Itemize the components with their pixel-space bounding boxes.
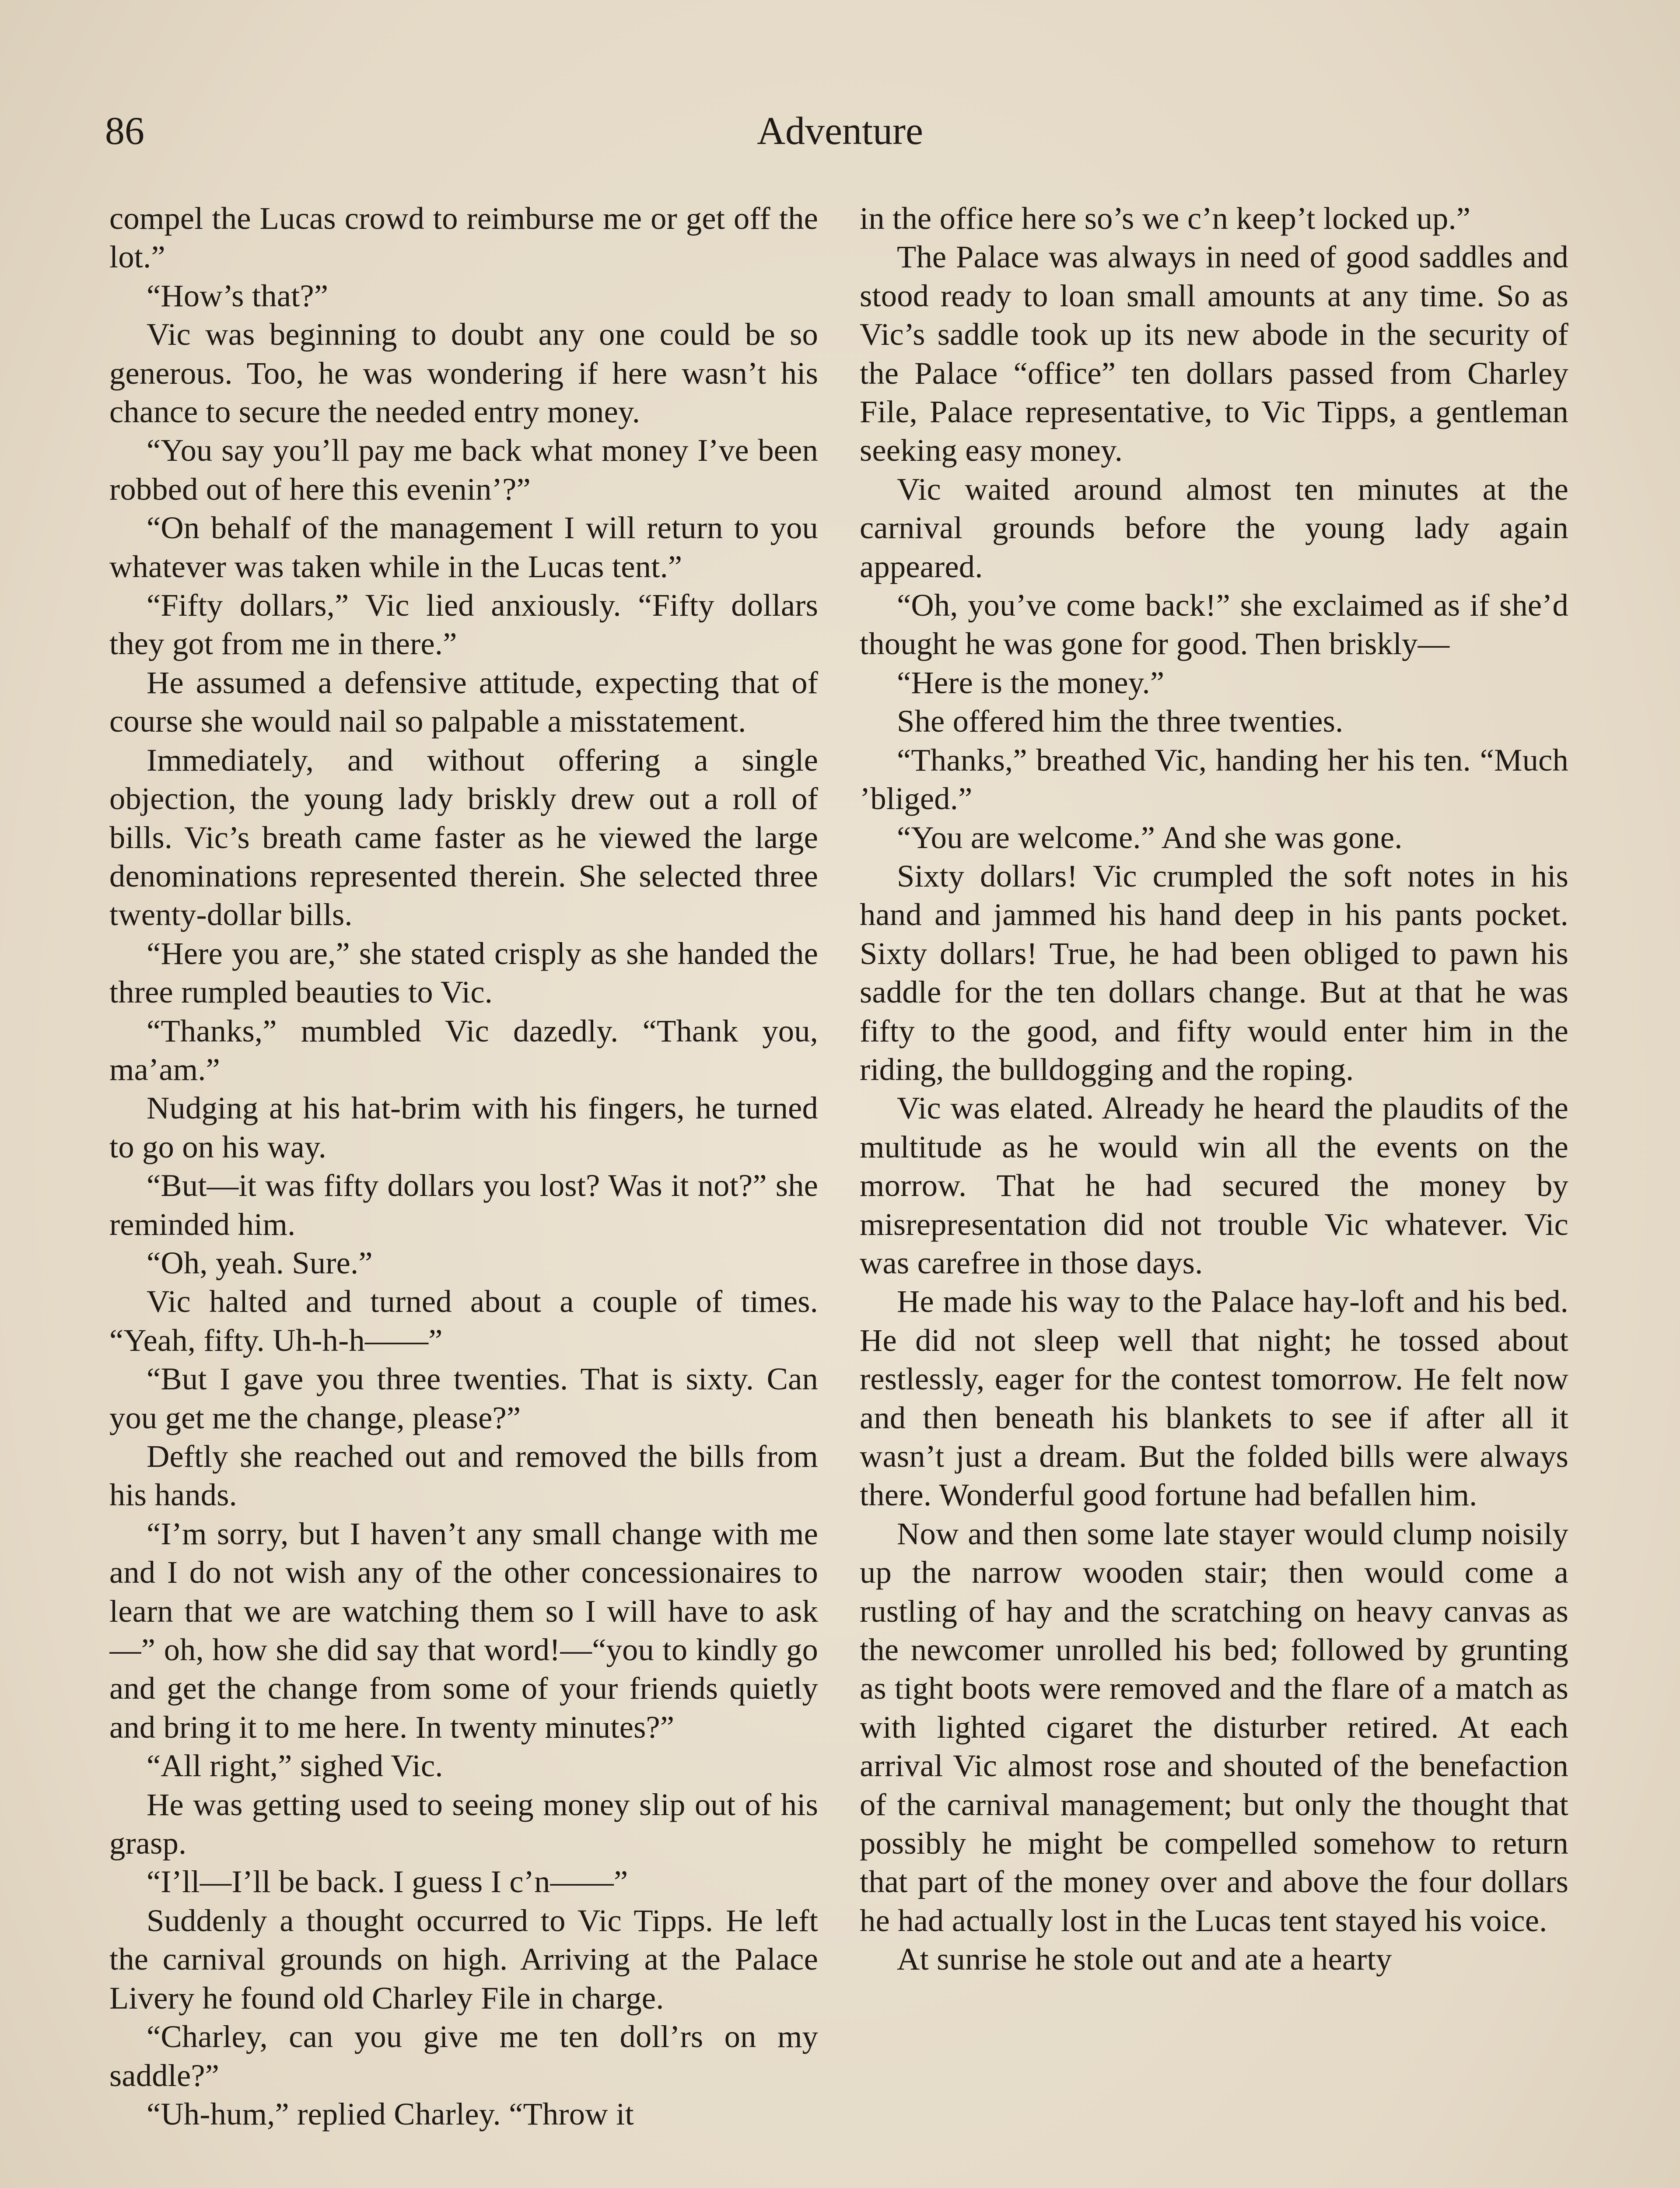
paragraph: Vic halted and turned about a couple of times. “Yeah, fifty. Uh-h-h——”	[109, 1283, 818, 1358]
paragraph: She offered him the three twenties.	[897, 703, 1344, 739]
paragraph: “But—it was fifty dollars you lost? Was it not?” she reminded him.	[109, 1168, 818, 1242]
paragraph: compel the Lucas crowd to reimburse me or get off the lot.”	[109, 200, 818, 275]
paragraph: “Thanks,” breathed Vic, handing her his ten. “Much ’bliged.”	[860, 742, 1568, 817]
paragraph: “Uh-hum,” replied Charley. “Throw it	[147, 2096, 634, 2132]
paragraph: Vic was elated. Already he heard the plaudits of the multitude as he would win all the events on the morrow. That he had secured the money by misrepresentation did not trouble Vic whatever. Vic was carefree in those days.	[860, 1090, 1568, 1280]
paragraph: He assumed a defensive attitude, expecting that of course she would nail so palpable a misstatement.	[109, 664, 818, 739]
running-title: Adventure	[757, 109, 923, 153]
paragraph: “Oh, you’ve come back!” she exclaimed as if she’d thought he was gone for good. Then briskly—	[860, 587, 1568, 662]
paragraph: “All right,” sighed Vic.	[147, 1748, 443, 1784]
paragraph: “You say you’ll pay me back what money I’ve been robbed out of here this evenin’?”	[109, 432, 818, 507]
paragraph: “But I gave you three twenties. That is sixty. Can you get me the change, please?”	[109, 1361, 818, 1435]
paragraph: “Charley, can you give me ten doll’rs on my saddle?”	[109, 2019, 818, 2093]
paragraph: Vic was beginning to doubt any one could be so generous. Too, he was wondering if here wasn’t his chance to secure the needed entry money.	[109, 316, 818, 430]
paragraph: “You are welcome.” And she was gone.	[897, 819, 1403, 855]
paragraph: Deftly she reached out and removed the bills from his hands.	[109, 1438, 818, 1513]
paragraph: “Here is the money.”	[897, 664, 1165, 700]
paragraph: Vic waited around almost ten minutes at the carnival grounds before the young lady again appeared.	[860, 471, 1568, 584]
paragraph: in the office here so’s we c’n keep’t locked up.”	[860, 200, 1471, 236]
page-header	[105, 98, 1575, 164]
paragraph: He was getting used to seeing money slip out of his grasp.	[109, 1786, 818, 1861]
page-number: 86	[105, 109, 144, 153]
paragraph: “I’ll—I’ll be back. I guess I c’n——”	[147, 1864, 628, 1900]
paragraph: Now and then some late stayer would clump noisily up the narrow wooden stair; then would come a rustling of hay and the scratching on heavy canvas as the newcomer unrolled his bed; followed by grunting as tight boots were removed and the flare of a match as with lighted cigaret the disturber retired. At each arrival Vic almost rose and shouted of the benefaction of the carnival management; but only the thought that possibly he might be compelled somehow to return that part of the money over and above the four dollars he had actually lost in the Lucas tent stayed his voice.	[860, 1515, 1568, 1938]
paragraph: Sixty dollars! Vic crumpled the soft notes in his hand and jammed his hand deep in his pants pocket. Sixty dollars! True, he had been obliged to pawn his saddle for the ten dollars change. But at that he was fifty to the good, and fifty would enter him in the riding, the bulldogging and the roping.	[860, 858, 1568, 1087]
paragraph: “I’m sorry, but I haven’t any small change with me and I do not wish any of the other concessionaires to learn that we are watching them so I will have to ask—” oh, how she did say that word!—“you to kindly go and get the change from some of your friends quietly and bring it to me here. In twenty minutes?”	[109, 1515, 818, 1745]
paragraph: At sunrise he stole out and ate a hearty	[897, 1941, 1392, 1977]
paragraph: “Fifty dollars,” Vic lied anxiously. “Fifty dollars they got from me in there.”	[109, 587, 818, 662]
left-text-column	[109, 199, 818, 2188]
paragraph: Nudging at his hat-brim with his fingers, he turned to go on his way.	[109, 1090, 818, 1164]
paragraph: The Palace was always in need of good saddles and stood ready to loan small amounts at any time. So as Vic’s saddle took up its new abode in the security of the Palace “office” ten dollars passed from Charley File, Palace representative, to Vic Tipps, a gentleman seeking easy money.	[860, 239, 1568, 468]
paragraph: “How’s that?”	[147, 277, 329, 313]
paragraph: Immediately, and without offering a single objection, the young lady briskly drew out a roll of bills. Vic’s breath came faster as he viewed the large denominations represented therein. She selected three twenty-dollar bills.	[109, 742, 818, 933]
paragraph: “On behalf of the management I will return to you whatever was taken while in the Lucas tent.”	[109, 510, 818, 584]
paragraph: “Here you are,” she stated crisply as she handed the three rumpled beauties to Vic.	[109, 935, 818, 1010]
right-text-column	[860, 199, 1568, 2188]
paragraph: Suddenly a thought occurred to Vic Tipps. He left the carnival grounds on high. Arriving at the Palace Livery he found old Charley File in charge.	[109, 1902, 818, 2016]
paragraph: He made his way to the Palace hay-loft and his bed. He did not sleep well that night; he tossed about restlessly, eager for the contest tomorrow. He felt now and then beneath his blankets to see if after all it wasn’t just a dream. But the folded bills were always there. Wonderful good fortune had befallen him.	[860, 1283, 1568, 1513]
paragraph: “Thanks,” mumbled Vic dazedly. “Thank you, ma’am.”	[109, 1013, 818, 1087]
paragraph: “Oh, yeah. Sure.”	[147, 1245, 373, 1280]
